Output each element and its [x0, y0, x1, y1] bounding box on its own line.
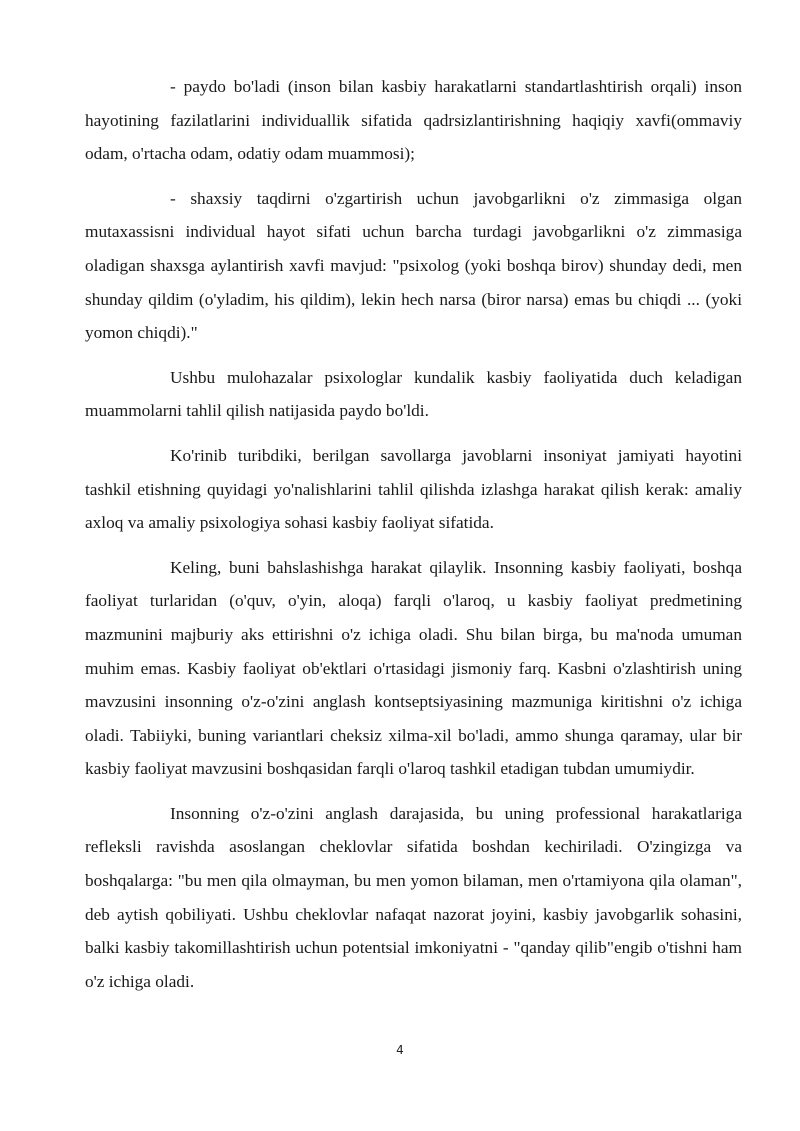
document-page	[85, 70, 742, 1009]
page-number: 4	[396, 1043, 404, 1057]
paragraph-professional-activity: Keling, buni bahslashishga harakat qilaylik. Insonning kasbiy faoliyati, boshqa faoliyat turlaridan (o'quv, o'yin, aloqa) farqli o'laroq, u kasbiy faoliyat predmetining mazmunini majburiy aks ettirishni o'z ichiga oladi. Shu bilan birga, bu ma'noda umuman muhim emas. Kasbiy faoliyat ob'ektlari o'rtasidagi jismoniy farq. Kasbni o'zlashtirish uning mavzusini insonning o'z-o'zini anglash kontseptsiyasining mazmuniga kiritishni o'z ichiga oladi. Tabiiyki, buning variantlari cheksiz xilma-xil bo'ladi, ammo shunga qaramay, ular bir kasbiy faoliyat mavzusini boshqasidan farqli o'laroq tashkil etadigan tubdan umumiydir.	[85, 557, 742, 779]
paragraph-standardization-risk: - paydo bo'ladi (inson bilan kasbiy harakatlarni standartlashtirish orqali) inson hayotining fazilatlarini individuallik sifatida qadrsizlantirishning haqiqiy xavfi(ommaviy odam, o'rtacha odam, odatiy odam muammosi);	[85, 77, 742, 164]
paragraph-reflections: Ushbu mulohazalar psixologlar kundalik kasbiy faoliyatida duch keladigan muammolarni tahlil qilish natijasida paydo bo'ldi.	[85, 367, 742, 421]
paragraph-responsibility-risk: - shaxsiy taqdirni o'zgartirish uchun javobgarlikni o'z zimmasiga olgan mutaxassisni individual hayot sifati uchun barcha turdagi javobgarlikni o'z zimmasiga oladigan shaxsga aylantirish xavfi mavjud: "psixolog (yoki boshqa birov) shunday dedi, men shunday qildim (o'yladim, his qildim), lekin hech narsa (biror narsa) emas bu chiqdi ... (yoki yomon chiqdi)."	[85, 188, 742, 343]
paragraph-answers-directions: Ko'rinib turibdiki, berilgan savollarga javoblarni insoniyat jamiyati hayotini tashkil etishning quyidagi yo'nalishlarini tahlil qilishda izlashga harakat qilish kerak: amaliy axloq va amaliy psixologiya sohasi kasbiy faoliyat sifatida.	[85, 445, 742, 533]
paragraph-self-awareness: Insonning o'z-o'zini anglash darajasida, bu uning professional harakatlariga refleksli ravishda asoslangan cheklovlar sifatida boshdan kechiriladi. O'zingizga va boshqalarga: "bu men qila olmayman, bu men yomon bilaman, men o'rtamiyona qila olaman", deb aytish qobiliyati. Ushbu cheklovlar nafaqat nazorat joyini, kasbiy javobgarlik sohasini, balki kasbiy takomillashtirish uchun potentsial imkoniyatni - "qanday qilib"engib o'tishni ham o'z ichiga oladi.	[85, 803, 742, 991]
